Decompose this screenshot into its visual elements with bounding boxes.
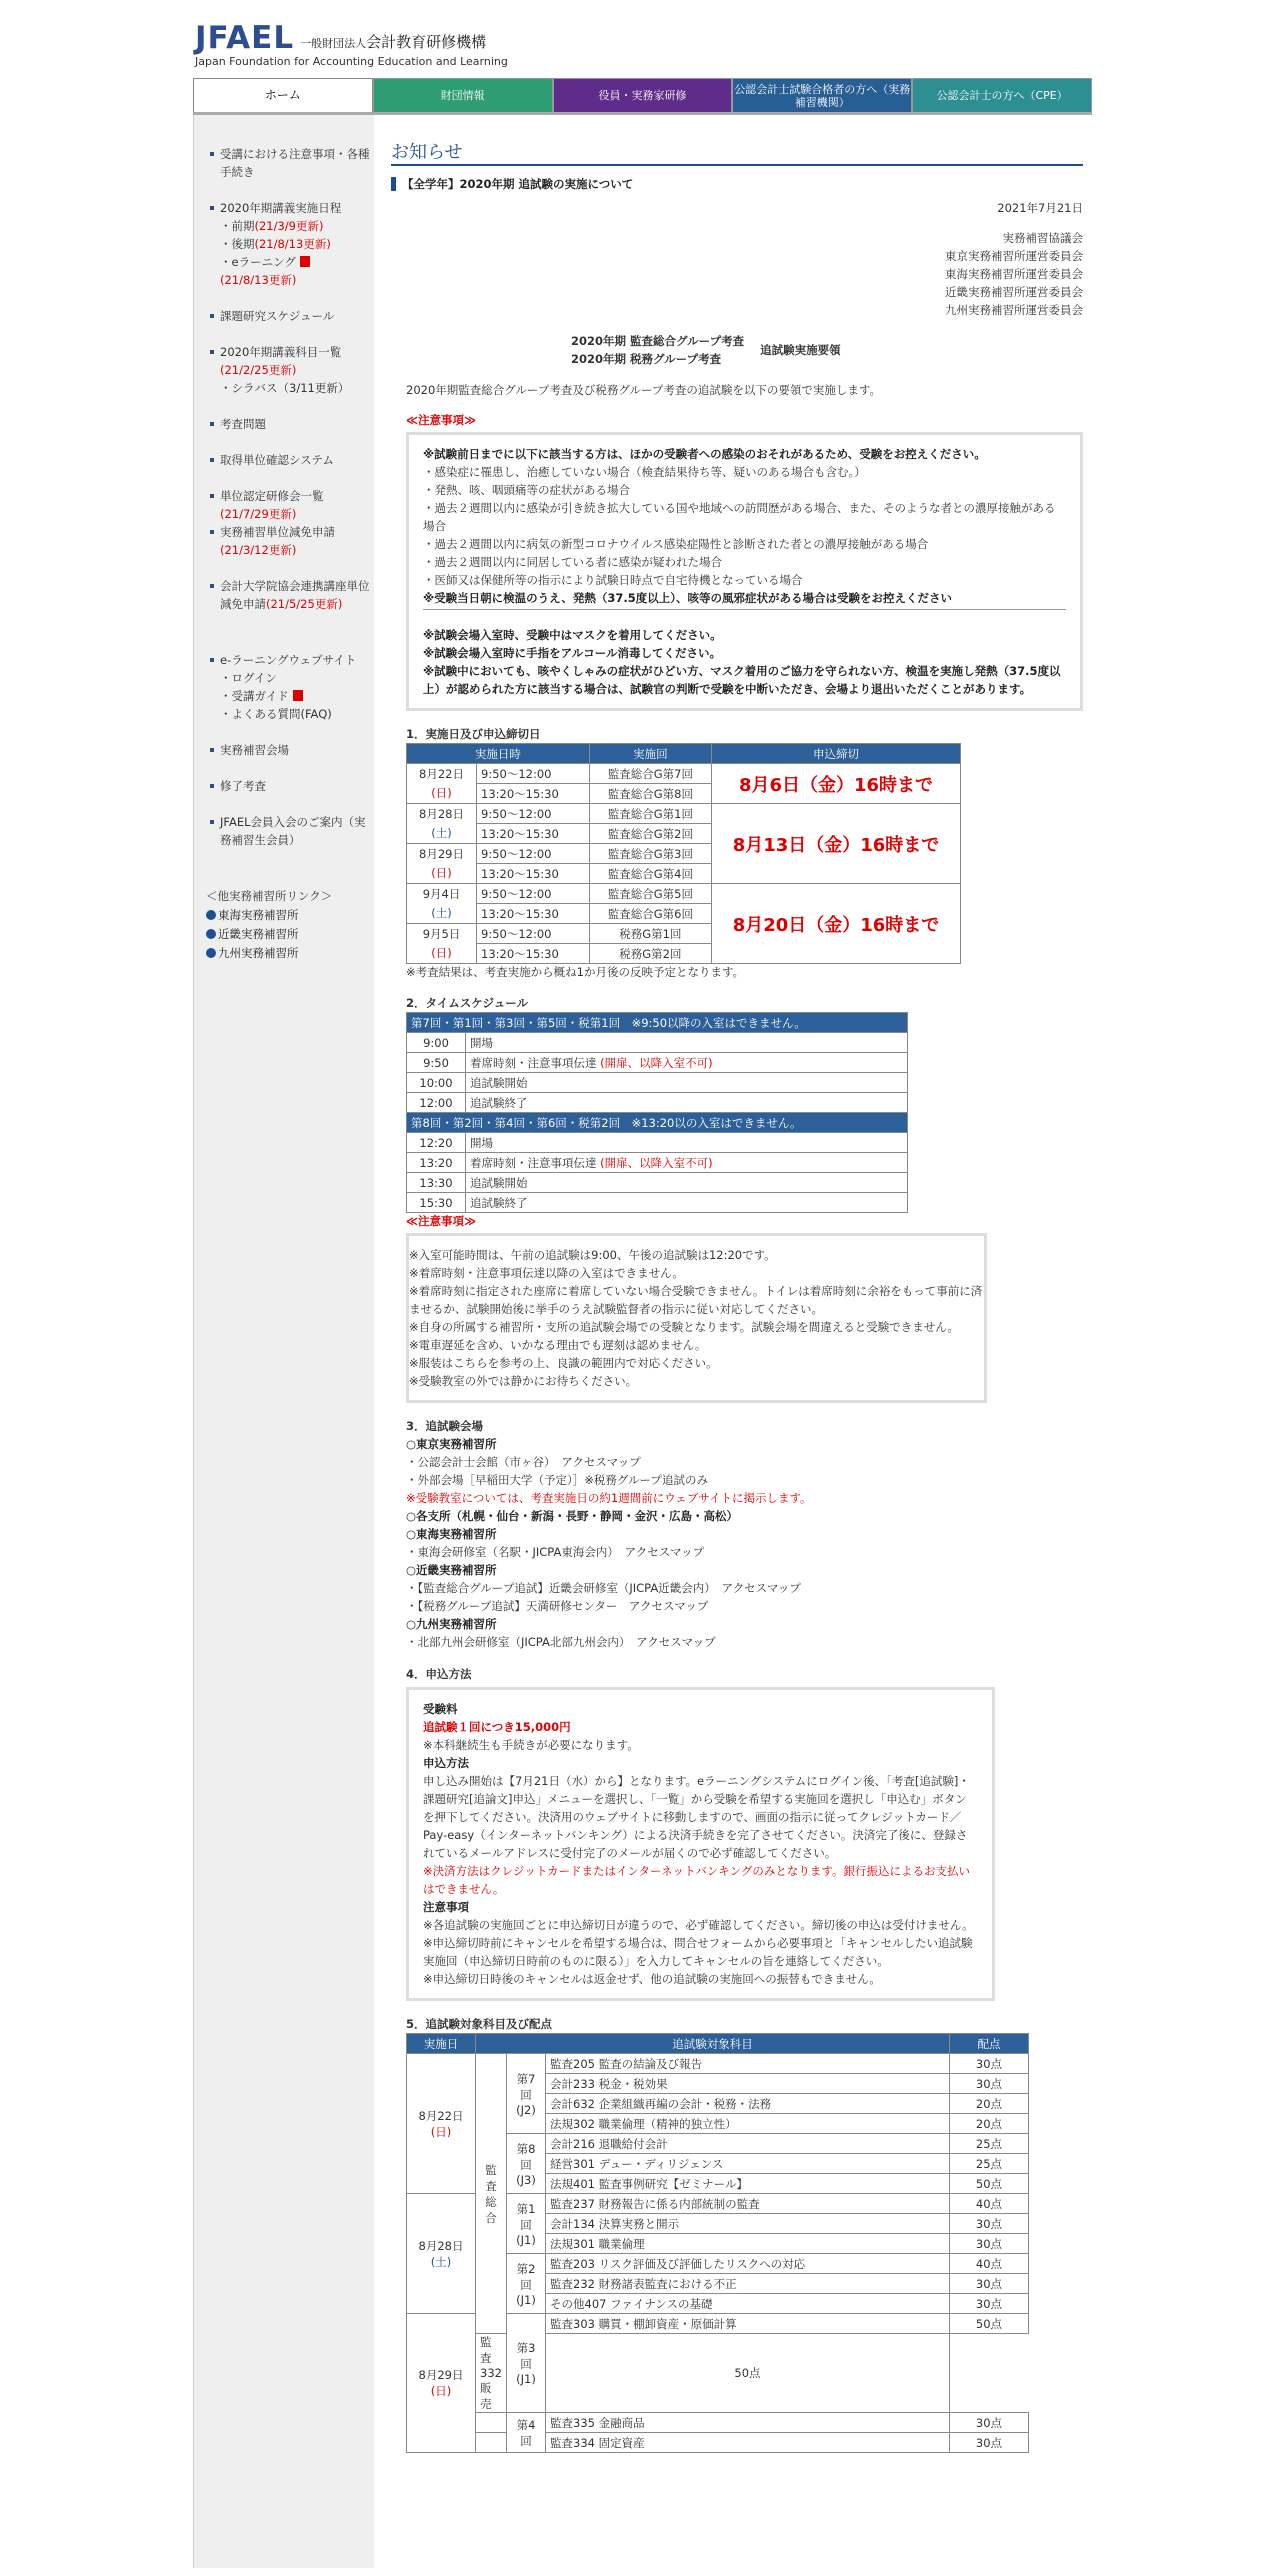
org-name-en: Japan Foundation for Accounting Education and Learning: [195, 55, 508, 68]
pdf-icon: [300, 256, 310, 267]
caution-label: ≪注意事項≫: [406, 413, 477, 427]
intro: 2020年期監査総合グループ考査及び税務グループ考査の追試験を以下の要領で実施します。: [406, 383, 882, 397]
timeline-table: 第7回・第1回・第3回・第5回・税第1回 ※9:50以降の入室はできません。 9:00 開場 9:50 着席時刻・注意事項伝達 (開扉、以降入室不可) 10:00 追試験開始 12:00 追試験終了 第8回・第2回・第4回・第6回・税第2回 ※13:20以の入室はできません。 12:20 開場 13:20 着席時刻・注意事項伝達 (開扉、以降入室不可) 13:30 追試験開始 15:30 追試験終了: [406, 1012, 908, 1213]
schedule-table: 実施日時 実施回 申込締切 8月22日 (日) 9:50～12:00 監査総合G第7回 8月6日（金）16時まで 13:20～15:30 監査総合G第8回 8月28日 (土) 9:50～12:00 監査総合G第1回 8月13日（金）16時まで 13:20～15:30 監査総合G第2回 8月29日 (日) 9:50～12:00 監査総合G第3回 13:20～15:30 監査総合G第4回 9月4日 (土) 9:50～12:00 監査総合G第5回 8月20日（金）16時まで 13:20～15:30 監査総合G第6回 9月5日 (日) 9:50～12:00 税務G第1回 13:20～15:30 税務G第2回: [406, 743, 961, 964]
senders: 実務補習協議会 東京実務補習所運営委員会 東海実務補習所運営委員会 近畿実務補習所運営委員会 九州実務補習所運営委員会: [945, 231, 1083, 317]
nav-cpa-candidates[interactable]: 公認会計士試験合格者の方へ（実務補習機関）: [732, 78, 912, 112]
subjects-table: 実施日 追試験対象科目 配点 8月22日 (日) 監査総合 第7回 (J2) 監査205 監査の結論及び報告 30点 会計233 税金・税効果 30点 会計632 企業組織再編の会計・税務・法務 20点 法規302 職業倫理（精神的独立性） 20点 第8回 (J3) 会計216 退職給付会計 25点 経営301 デュー・ディリジェンス 25点 法規401 監査事例研究【ゼミナール】 50点 8月28日 (土) 第1回 (J1) 監査237 財務報告に係る内部統制の監査 40点 会計134 決算実務と開示 30点 法規301 職業倫理 30点 第2回 (J1) 監査203 リスク評価及び評価したリスクへの対応 40点 監査232 財務諸表監査における不正 30点 その他407 ファイナンスの基礎 30点 8月29日 (日) 第3回 (J1) 監査303 購買・棚卸資産・原価計算 50点 監査332 販売 50点 第4回 監査335 金融商品 30点 監査334 固定資産 30点: [406, 2033, 1029, 2453]
other-branches: ＜他実務補習所リンク＞ 東海実務補習所 近畿実務補習所 九州実務補習所: [194, 887, 374, 963]
section-subjects: 5．追試験対象科目及び配点: [406, 2017, 553, 2031]
org-type: 一般財団法人: [300, 37, 367, 50]
article-title: 【全学年】2020年期 追試験の実施について: [391, 177, 1083, 191]
section-apply: 4．申込方法: [406, 1667, 472, 1681]
org-name: 会計教育研修機構: [366, 33, 487, 51]
section-venues: 3．追試験会場: [406, 1419, 484, 1433]
nav-cpe[interactable]: 公認会計士の方へ（CPE）: [912, 78, 1092, 112]
logo-mark: JFAEL: [195, 20, 295, 56]
sidebar-item-exemption[interactable]: 実務補習単位減免申請 (21/3/12更新): [210, 523, 374, 559]
apply-box: 受験料 追試験１回につき15,000円 ※本科継続生も手続きが必要になります。 申込方法 申し込み開始は【7月21日（水）から】となります。eラーニングシステムにログイン後、「考査[追試験]・課題研究[追論文]申込」メニューを選択し、「一覧」から受験を希望する実施回を選択し「申込む」ボタンを押下してください。決済用のウェブサイトに移動しますので、画面の指示に従ってクレジットカード／Pay-easy（インターネットバンキング）による決済手続きを完了させてください。決済完了後に、登録されているメールアドレスに受付完了のメールが届くので必ず確認してください。 ※決済方法はクレジットカードまたはインターネットバンキングのみとなります。銀行振込によるお支払いはできません。 注意事項 ※各追試験の実施回ごとに申込締切日が違うので、必ず確認してください。締切後の申込は受付けません。 ※申込締切時前にキャンセルを希望する場合は、問合せフォームから必要事項と「キャンセルしたい追試験実施回（申込締切日時前のものに限る）」を入力してキャンセルの旨を連絡してください。 ※申込締切日時後のキャンセルは返金せず、他の追試験の実施回への振替もできません。: [406, 1687, 995, 2001]
nav-home[interactable]: ホーム: [193, 78, 373, 112]
sidebar-item-seminars[interactable]: 単位認定研修会一覧 (21/7/29更新): [210, 487, 374, 523]
branch-link-kinki[interactable]: 近畿実務補習所: [206, 925, 374, 944]
branch-link-tokai[interactable]: 東海実務補習所: [206, 906, 374, 925]
sidebar-item-elearning[interactable]: e-ラーニングウェブサイト ・ログイン ・受講ガイド ・よくある質問(FAQ): [210, 651, 374, 723]
sidebar-item-exams[interactable]: 考査問題: [210, 415, 374, 433]
nav-foundation[interactable]: 財団情報: [373, 78, 553, 112]
sidebar: [193, 115, 374, 2568]
venue-list: ○東京実務補習所 ・公認会計士会館（市ヶ谷） アクセスマップ ・外部会場［早稲田大学（予定）］※税務グループ追試のみ ※受験教室については、考査実施日の約1週間前にウェブサイトに掲示します。 ○各支所（札幌・仙台・新潟・長野・静岡・金沢・広島・高松） ○東海実務補習所 ・東海会研修室（名駅・JICPA東海会内） アクセスマップ ○近畿実務補習所 ・【監査総合グループ追試】近畿会研修室（JICPA近畿会内） アクセスマップ ・【税務グループ追試】天満研修センター アクセスマップ ○九州実務補習所 ・北部九州会研修室（JICPA北部九州会内） アクセスマップ: [406, 1437, 812, 1649]
main-content: [391, 115, 1083, 2453]
date: 2021年7月21日: [997, 201, 1083, 215]
sidebar-item-notes[interactable]: 受講における注意事項・各種手続き: [210, 145, 374, 181]
global-nav: [193, 78, 1092, 112]
nav-officer-training[interactable]: 役員・実務家研修: [553, 78, 733, 112]
logo[interactable]: [195, 22, 508, 68]
section-timeline: 2．タイムスケジュール: [406, 996, 529, 1010]
sidebar-item-subjects[interactable]: 2020年期講義科目一覧 (21/2/25更新) ・シラバス（3/11更新）: [210, 343, 374, 397]
sidebar-item-schedule[interactable]: 2020年期講義実施日程 ・前期(21/3/9更新) ・後期(21/8/13更新) ・eラーニング (21/8/13更新): [210, 199, 374, 289]
sidebar-item-credits[interactable]: 取得単位確認システム: [210, 451, 374, 469]
branch-link-kyushu[interactable]: 九州実務補習所: [206, 944, 374, 963]
pdf-icon: [293, 690, 303, 701]
section-schedule: 1．実施日及び申込締切日: [406, 727, 541, 741]
exam-title: 2020年期 監査総合グループ考査 2020年期 税務グループ考査 追試験実施要領: [571, 334, 841, 366]
page: [193, 0, 1092, 2450]
sidebar-item-university[interactable]: 会計大学院協会連携講座単位減免申請(21/5/25更新): [210, 577, 374, 613]
notice-box: ※試験前日までに以下に該当する方は、ほかの受験者への感染のおそれがあるため、受験をお控えください。 ・感染症に罹患し、治癒していない場合（検査結果待ち等、疑いのある場合も含む。） ・発熱、咳、咽頭痛等の症状がある場合 ・過去２週間以内に感染が引き続き拡大している国や地域への訪問歴がある場合、また、そのような者との濃厚接触がある場合 ・過去２週間以内に病気の新型コロナウイルス感染症陽性と診断された者との濃厚接触がある場合 ・過去２週間以内に同居している者に感染が疑われた場合 ・医師又は保健所等の指示により試験日時点で自宅待機となっている場合 ※受験当日朝に検温のうえ、発熱（37.5度以上）、咳等の風邪症状がある場合は受験をお控えください ※試験会場入室時、受験中はマスクを着用してください。 ※試験会場入室時に手指をアルコール消毒してください。 ※試験中においても、咳やくしゃみの症状がひどい方、マスク着用のご協力を守られない方、検温を実施し発熱（37.5度以上）が認められた方に該当する場合は、試験官の判断で受験を中断いただき、会場より退出いただくことがあります。: [406, 432, 1083, 711]
sidebar-item-final-exam[interactable]: 修了考査: [210, 777, 374, 795]
sidebar-item-research[interactable]: 課題研究スケジュール: [210, 307, 374, 325]
sidebar-item-membership[interactable]: JFAEL会員入会のご案内（実務補習生会員）: [210, 813, 374, 849]
header: [193, 0, 1092, 78]
notice-box-2: ※入室可能時間は、午前の追試験は9:00、午後の追試験は12:20です。 ※着席時刻・注意事項伝達以降の入室はできません。 ※着席時刻に指定された座席に着席していない場合受験できません。トイレは着席時刻に余裕をもって事前に済ませるか、試験開始後に挙手のうえ試験監督者の指示に従い対応してください。 ※自身の所属する補習所・支所の追試験会場での受験となります。試験会場を間違えると受験できません。 ※電車遅延を含め、いかなる理由でも遅刻は認めません。 ※服装はこちらを参考の上、良識の範囲内で対応ください。 ※受験教室の外では静かにお待ちください。: [406, 1233, 987, 1403]
schedule-note: ※考査結果は、考査実施から概ね1か月後の反映予定となります。: [406, 965, 745, 979]
sidebar-item-venues[interactable]: 実務補習会場: [210, 741, 374, 759]
caution-label-2: ≪注意事項≫: [406, 1214, 477, 1228]
page-title: お知らせ: [391, 143, 1083, 166]
